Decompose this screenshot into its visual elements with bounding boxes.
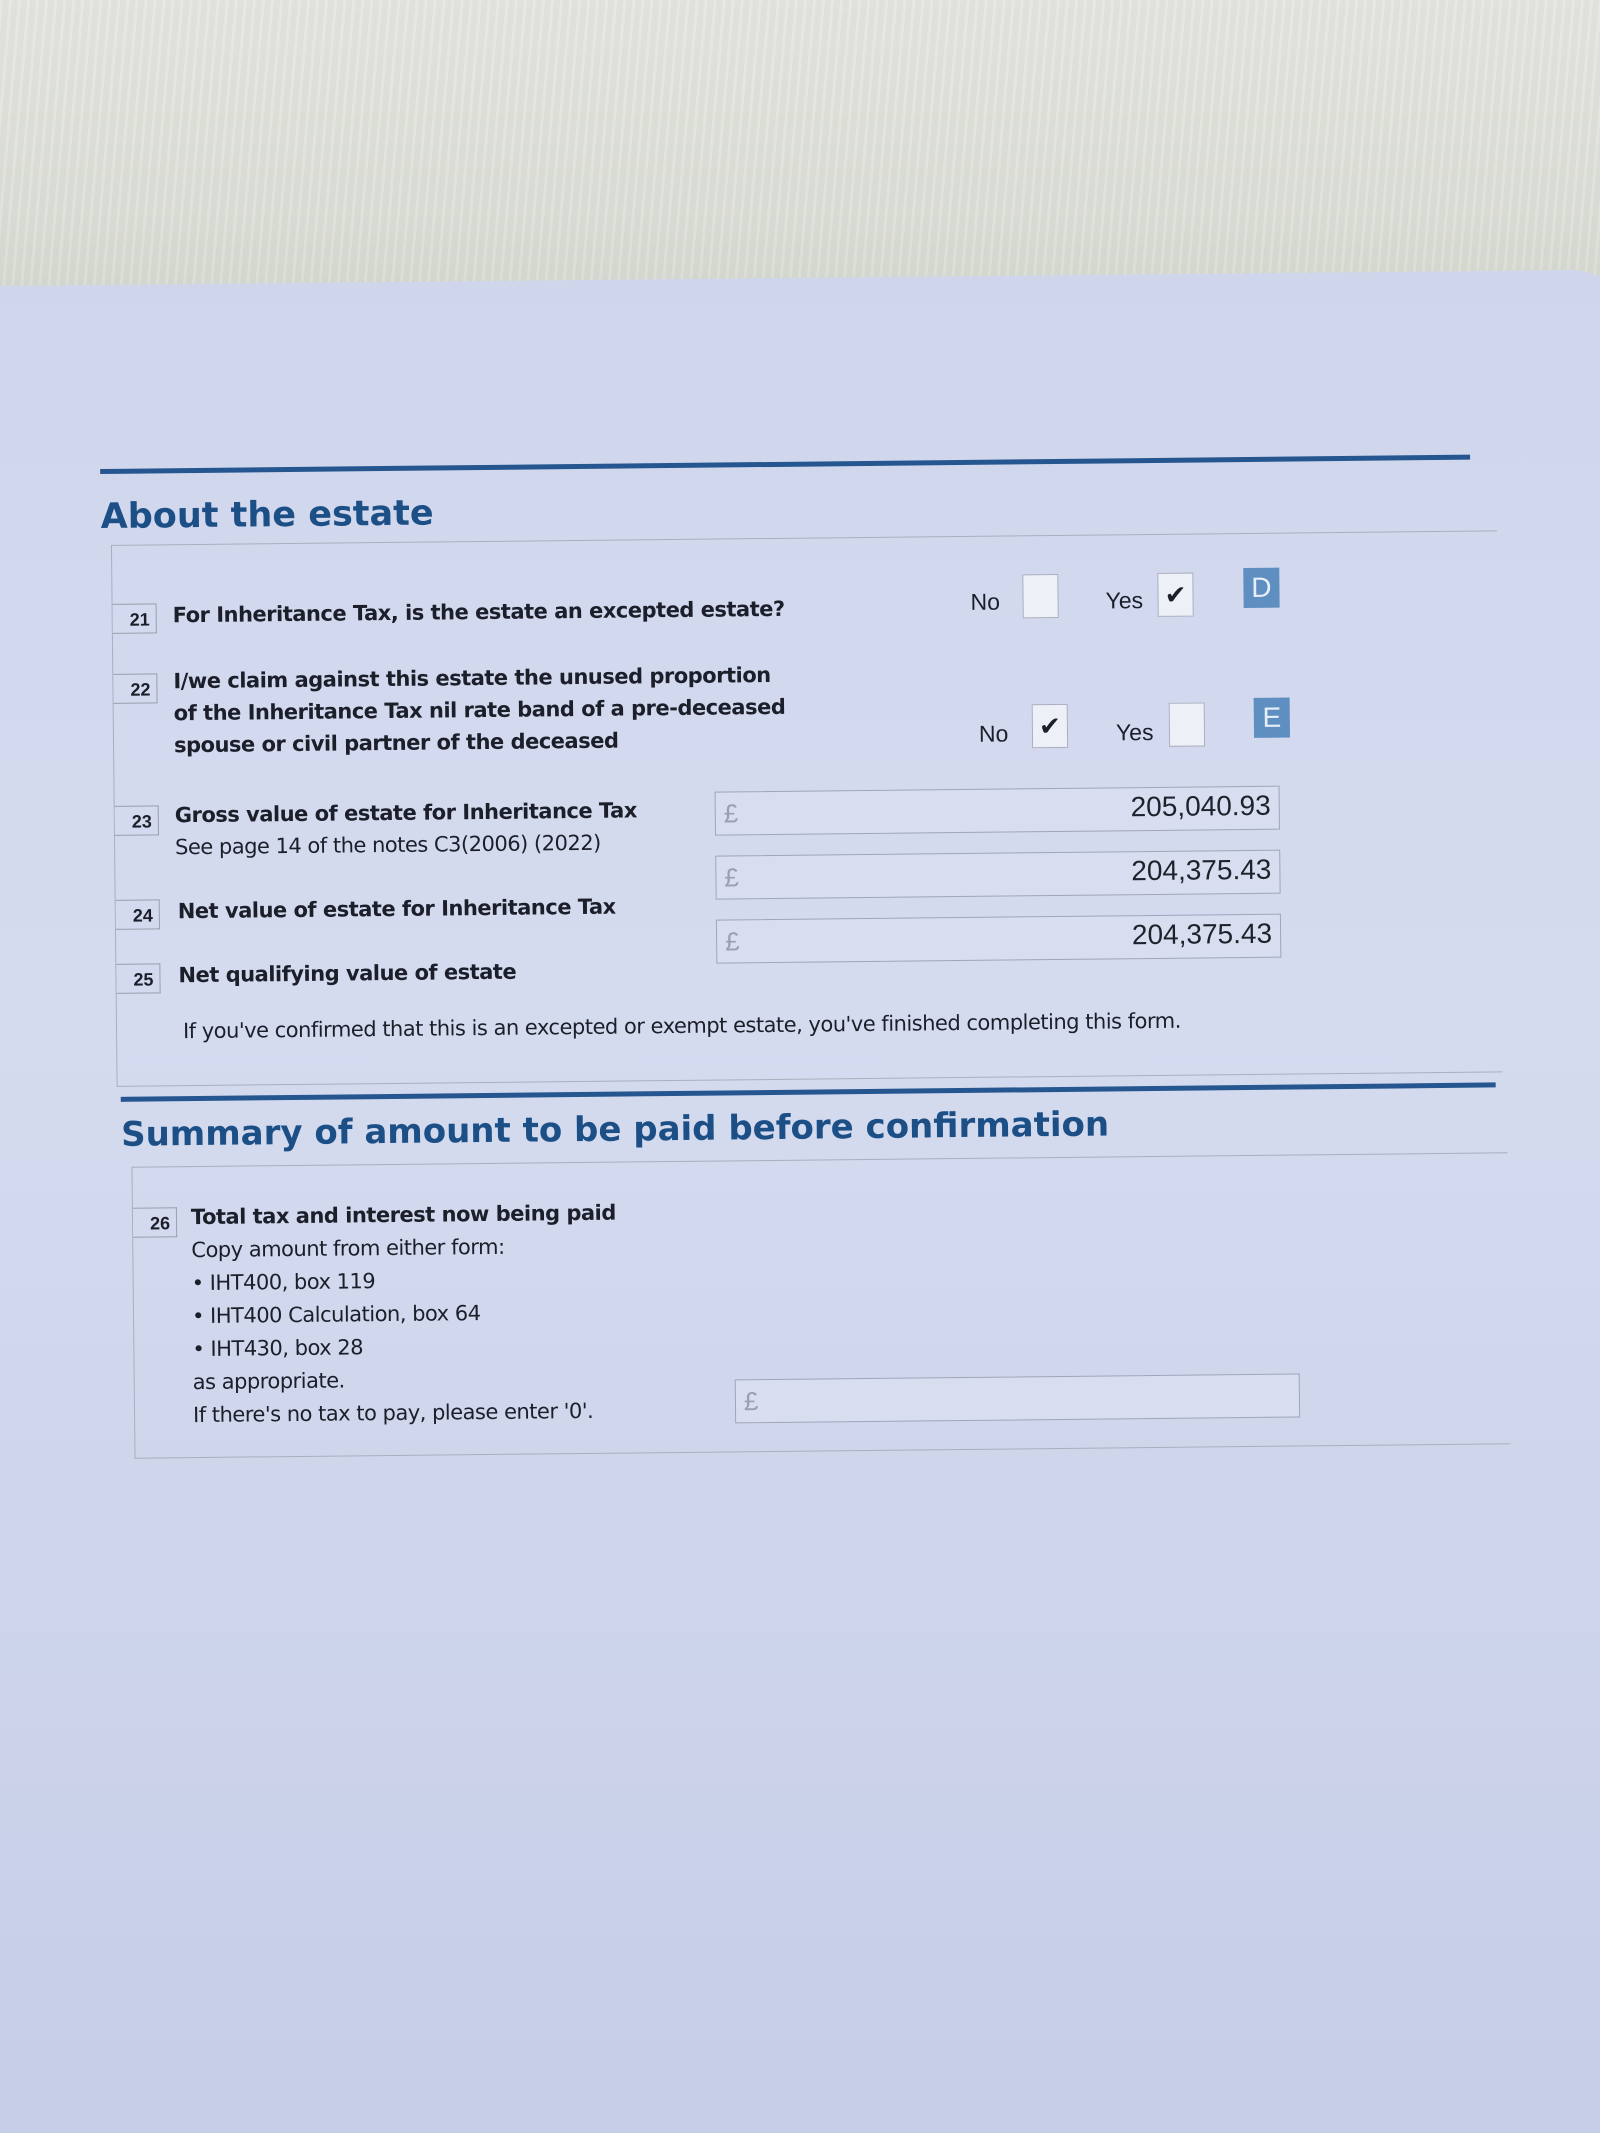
question-26-text [191,1197,618,1432]
question-26-bullet: • IHT400, box 119 [192,1263,617,1300]
question-23-label: Gross value of estate for Inheritance Tax [174,798,637,828]
question-number-26: 26 [133,1207,177,1237]
q26-amount-field[interactable] [735,1373,1300,1423]
q25-amount-field[interactable] [716,914,1281,964]
question-number-22: 22 [113,673,157,703]
question-21-text: For Inheritance Tax, is the estate an excepted estate? [172,596,785,628]
q22-no-checkbox[interactable] [1032,704,1068,748]
question-23-subtext: See page 14 of the notes C3(2006) (2022) [174,830,601,860]
q21-no-checkbox[interactable] [1022,574,1058,618]
question-22-line-2: of the Inheritance Tax nil rate band of a pre-deceased [173,694,786,726]
pound-sign: £ [723,798,739,829]
wall-background [0,0,1600,300]
pound-sign: £ [724,926,740,957]
question-number-23: 23 [115,805,159,835]
checkmark-icon: ✔ [1038,710,1061,742]
q21-code-badge: D [1243,568,1279,608]
checkmark-icon: ✔ [1164,579,1187,610]
q22-code-badge: E [1254,698,1290,738]
section-title-about-estate: About the estate [100,493,434,537]
question-26-bullet: • IHT430, box 28 [192,1329,617,1366]
about-estate-panel [111,530,1503,1086]
question-26-after: as appropriate. [192,1368,345,1395]
question-26-intro: Copy amount from either form: [191,1234,505,1263]
q21-no-label: No [970,588,1001,615]
question-number-25: 25 [116,963,160,993]
section-rule [100,455,1470,474]
q23-amount-field[interactable] [715,786,1280,836]
q21-yes-label: Yes [1105,587,1144,614]
question-22-text [173,659,786,761]
question-number-21: 21 [113,603,157,633]
section-title-summary: Summary of amount to be paid before confirmation [120,1104,1110,1155]
q22-no-label: No [978,720,1009,747]
question-22-line-3: spouse or civil partner of the deceased [173,728,619,758]
question-25-text: Net qualifying value of estate [178,959,517,988]
question-26-zero-note: If there's no tax to pay, please enter '0'. [192,1398,594,1428]
form-page [100,441,1491,1495]
question-22-line-1: I/we claim against this estate the unused proportion [173,662,771,694]
q21-yes-checkbox[interactable] [1157,573,1193,617]
pound-sign: £ [743,1386,759,1417]
question-23-text [175,794,638,863]
question-26-label: Total tax and interest now being paid [190,1200,616,1230]
question-number-24: 24 [116,899,160,929]
excepted-estate-note: If you've confirmed that this is an excepted or exempt estate, you've finished completing this form. [182,1008,1181,1044]
q25-amount-value: 204,375.43 [1131,917,1273,951]
pound-sign: £ [724,862,740,893]
section-rule [121,1082,1496,1101]
q24-amount-field[interactable] [715,850,1280,900]
question-24-text: Net value of estate for Inheritance Tax [177,894,616,924]
q23-amount-value: 205,040.93 [1130,789,1271,823]
q22-yes-checkbox[interactable] [1169,702,1205,746]
summary-panel [131,1152,1510,1458]
q22-yes-label: Yes [1115,718,1154,746]
q24-amount-value: 204,375.43 [1131,853,1272,887]
question-26-bullet: • IHT400 Calculation, box 64 [192,1296,617,1333]
